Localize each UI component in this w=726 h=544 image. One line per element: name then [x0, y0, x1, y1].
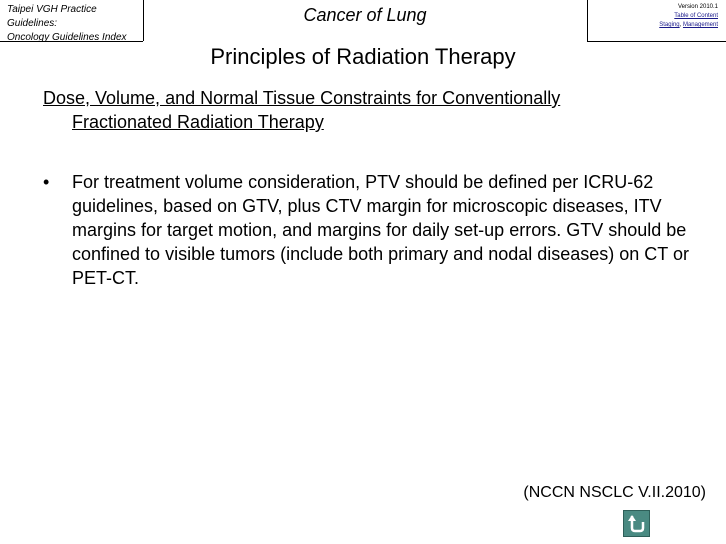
oncology-guidelines-index-link[interactable]: Oncology Guidelines Index [7, 32, 127, 43]
bullet-marker: • [43, 172, 50, 192]
practice-name-line1: Taipei VGH Practice [7, 4, 97, 15]
header-underline-right [587, 41, 726, 42]
return-button[interactable] [623, 510, 650, 537]
cancer-type-title: Cancer of Lung [303, 5, 427, 25]
section-subheading [43, 86, 693, 134]
page-title: Principles of Radiation Therapy [210, 44, 516, 69]
management-link[interactable]: Management [682, 22, 718, 28]
subheading-line1: Dose, Volume, and Normal Tissue Constraints for Conventionally [43, 88, 561, 108]
citation: (NCCN NSCLC V.II.2010) [523, 484, 706, 501]
header-divider-right [587, 0, 588, 41]
subheading-line2: Fractionated Radiation Therapy [72, 112, 324, 132]
header-underline-left [0, 41, 143, 42]
bullet-text: For treatment volume consideration, PTV should be defined per ICRU-62 guidelines, based on GTV, plus CTV margin for microscopic diseases, ITV margins for target motion, and margins for daily set-up errors. GTV should be confined to visible tumors (include both primary and nodal diseases) on CT or PET-CT. [72, 172, 689, 288]
return-arrow-icon [626, 513, 647, 534]
staging-link[interactable]: Staging [659, 22, 680, 28]
version-label: Version 2010.1 [677, 4, 718, 10]
practice-guidelines-header [7, 3, 127, 45]
practice-name-line2: Guidelines: [7, 17, 58, 29]
version-and-nav: Version 2010.1 Table of Content Staging, Management [659, 4, 718, 28]
table-of-content-link[interactable]: Table of Content [674, 13, 718, 19]
